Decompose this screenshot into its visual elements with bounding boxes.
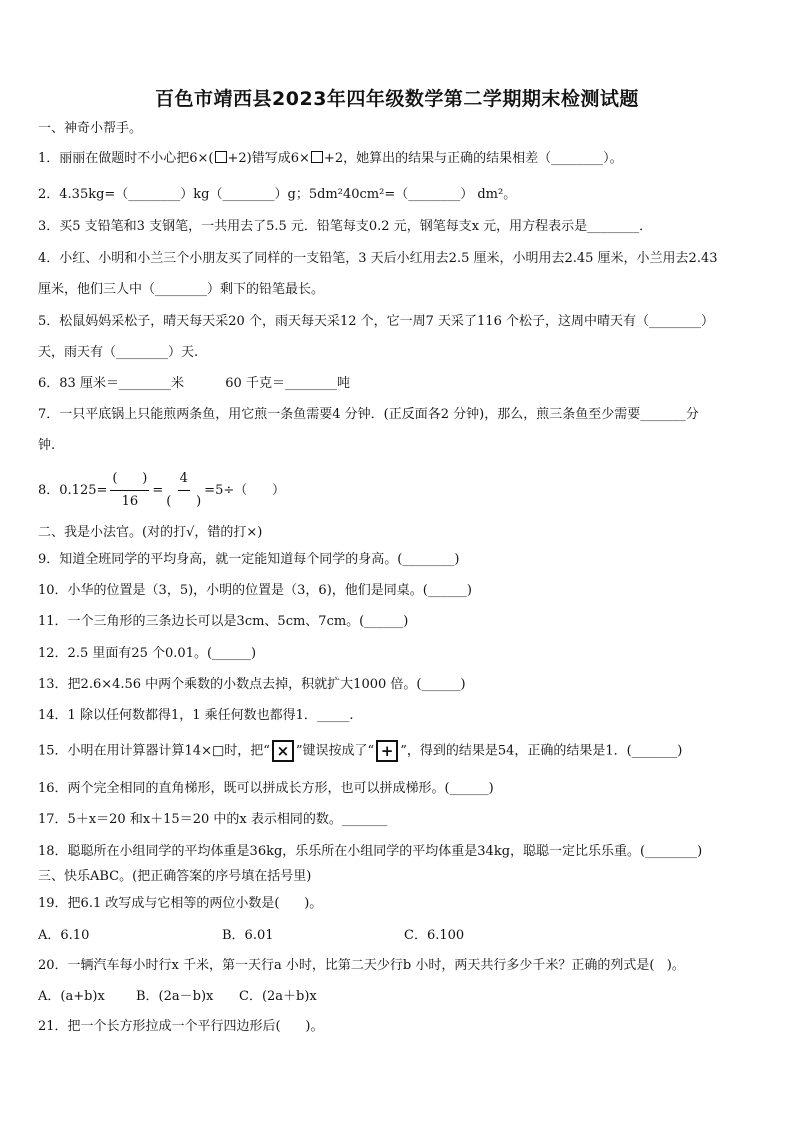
question-13: 13．把2.6×4.56 中两个乘数的小数点去掉，积就扩大1000 倍。(______) (38, 677, 466, 692)
section-heading-2: 二、我是小法官。(对的打√，错的打×) (38, 525, 263, 540)
question-1-part-a: 1．丽丽在做题时不小心把6×( (38, 151, 214, 166)
question-16: 16．两个完全相同的直角梯形，既可以拼成长方形，也可以拼成梯形。(______) (38, 781, 494, 796)
equals-sign: = (152, 483, 164, 498)
question-15-part-c: ”，得到的结果是54，正确的结果是1．(_______) (400, 743, 683, 759)
plus-key-icon: + (376, 740, 398, 762)
option-a: A．6.10 (38, 928, 90, 943)
question-8-lead: 8．0.125= (38, 483, 108, 498)
blank-square-icon (311, 151, 323, 163)
question-19: 19．把6.1 改写成与它相等的两位小数是( )。 (38, 896, 323, 911)
option-c: C．6.100 (404, 928, 465, 943)
question-15-part-b: ”键误按成了“ (295, 743, 375, 759)
section-heading-3: 三、快乐ABC。(把正确答案的序号填在括号里) (38, 869, 312, 884)
question-3: 3．买5 支铅笔和3 支钢笔，一共用去了5.5 元．铅笔每支0.2 元，钢笔每支x 元，用方程表示是________． (38, 219, 653, 234)
question-15 (38, 740, 682, 763)
option-b: B．(2a－b)x (136, 989, 214, 1004)
question-8-tail: =5÷（ ） (204, 483, 286, 498)
fraction-1-numerator: ( ) (110, 470, 149, 491)
question-5-line-1: 5．松鼠妈妈采松子，晴天每天采20 个，雨天每天采12 个，它一周7 天采了116 个松子，这周中晴天有（________） (38, 314, 714, 329)
question-2: 2．4.35kg=（________）kg（________）g；5dm²40cm²=（________） dm²。 (38, 187, 517, 202)
question-7-line-2: 钟. (38, 438, 56, 453)
question-5-line-2: 天，雨天有（________）天. (38, 345, 199, 360)
question-7-line-1: 7．一只平底锅上只能煎两条鱼，用它煎一条鱼需要4 分钟．(正反面各2 分钟)，那么，煎三条鱼至少需要_______分 (38, 407, 699, 422)
question-17: 17．5＋x＝20 和x＋15＝20 中的x 表示相同的数。_______ (38, 812, 388, 827)
blank-square-icon (215, 151, 227, 163)
option-b: B．6.01 (222, 928, 274, 943)
page-title: 百色市靖西县2023年四年级数学第二学期期末检测试题 (155, 88, 639, 110)
question-10: 10．小华的位置是（3，5)，小明的位置是（3，6)，他们是同桌。(______) (38, 583, 472, 598)
question-15-part-a: 15．小明在用计算器计算14×□时，把“ (38, 743, 270, 759)
multiply-key-icon: × (272, 740, 294, 762)
question-1-part-b: +2)错写成6× (227, 151, 310, 166)
question-1-part-c: +2，她算出的结果与正确的结果相差（________）。 (323, 151, 623, 166)
question-19-options (38, 927, 464, 945)
option-a: A．(a+b)x (38, 989, 105, 1004)
fraction-2-numerator: 4 (178, 470, 190, 491)
question-11: 11．一个三角形的三条边长可以是3cm、5cm、7cm。(______) (38, 614, 409, 629)
question-21: 21．把一个长方形拉成一个平行四边形后( )。 (38, 1019, 324, 1034)
fraction-2-denominator: ( ) (166, 494, 202, 509)
question-20-options (38, 988, 317, 1006)
question-1 (38, 150, 623, 168)
question-4-line-1: 4．小红、小明和小兰三个小朋友买了同样的一支铅笔，3 天后小红用去2.5 厘米，小明用去2.45 厘米，小兰用去2.43 (38, 251, 718, 266)
section-heading-1: 一、神奇小帮手。 (38, 121, 143, 136)
question-12: 12．2.5 里面有25 个0.01。(______) (38, 646, 257, 661)
question-20: 20．一辆汽车每小时行x 千米，第一天行a 小时，比第二天少行b 小时，两天共行多少千米？正确的列式是( )。 (38, 958, 685, 973)
question-18: 18．聪聪所在小组同学的平均体重是36kg，乐乐所在小组同学的平均体重是34kg，聪聪一定比乐乐重。(________) (38, 844, 703, 859)
fraction-2 (166, 470, 201, 511)
question-14: 14．1 除以任何数都得1，1 乘任何数也都得1．_____. (38, 708, 354, 723)
question-6: 6．83 厘米＝________米 60 千克＝________吨 (38, 376, 350, 391)
option-c: C．(2a＋b)x (239, 989, 317, 1004)
question-9: 9．知道全班同学的平均身高，就一定能知道每个同学的身高。(________) (38, 552, 460, 567)
fraction-1 (110, 470, 149, 511)
question-8 (38, 466, 285, 516)
fraction-1-denominator: 16 (121, 494, 139, 509)
question-4-line-2: 厘米，他们三人中（________）剩下的铅笔最长。 (38, 282, 325, 297)
